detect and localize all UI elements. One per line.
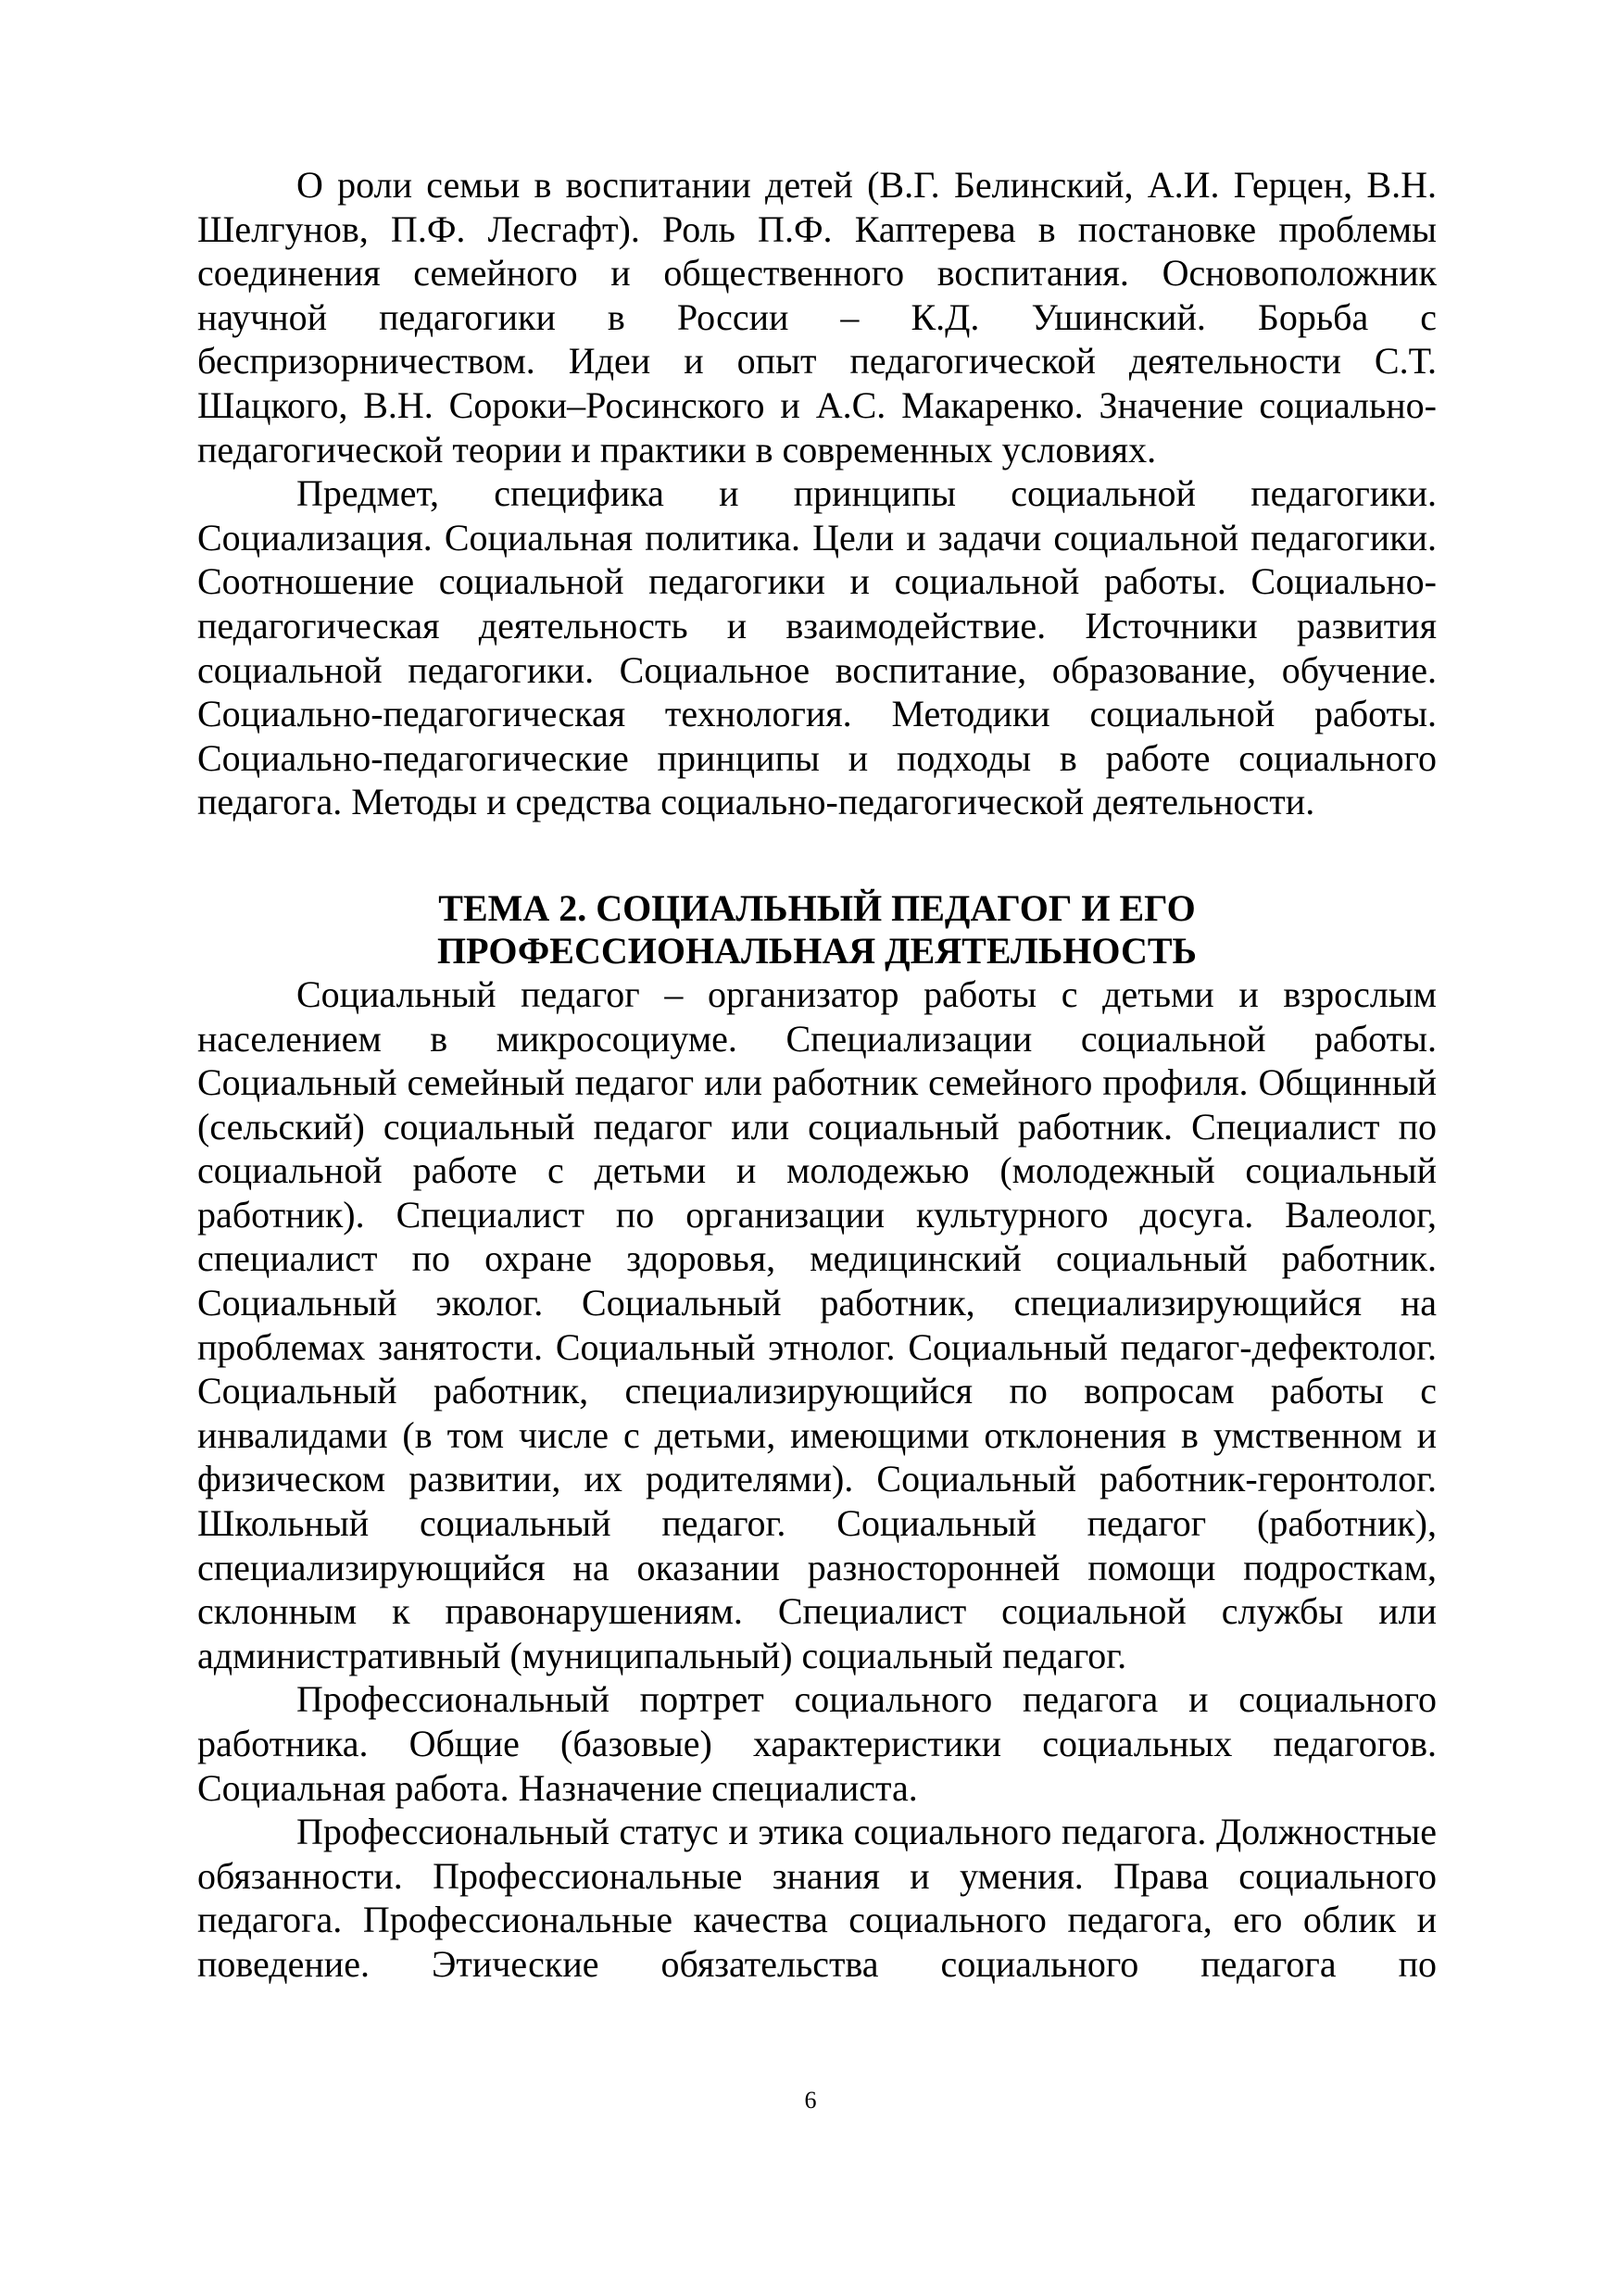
section-heading-line: ТЕМА 2. СОЦИАЛЬНЫЙ ПЕДАГОГ И ЕГО [438, 886, 1196, 929]
document-page [197, 163, 1437, 1987]
body-paragraph: Предмет, специфика и принципы социальной педагогики. Социализация. Социальная политика. Цели и задачи социальной педагогики. Соотношение социальной педагогики и социальной работы. Социально-педагогическая деятельность и взаимодействие. Источники развития социальной педагогики. Социальное воспитание, образование, обучение. Социально-педагогическая технология. Методики социальной работы. Социально-педагогические принципы и подходы в работе социального педагога. Методы и средства социально-педагогической деятельности. [197, 472, 1437, 823]
section-heading [197, 887, 1437, 972]
section-heading-line: ПРОФЕССИОНАЛЬНАЯ ДЕЯТЕЛЬНОСТЬ [437, 929, 1197, 972]
page-number: 6 [804, 2087, 817, 2114]
body-paragraph: Профессиональный статус и этика социального педагога. Должностные обязанности. Профессиональные знания и умения. Права социального педагога. Профессиональные качества социального педагога, его облик и поведение. Этические обязательства социального педагога по [197, 1811, 1437, 1985]
body-paragraph: Социальный педагог – организатор работы с детьми и взрослым населением в микросоциуме. Специализации социальной работы. Социальный семейный педагог или работник семейного профиля. Общинный (сельский) социальный педагог или социальный работник. Специалист по социальной работе с детьми и молодежью (молодежный социальный работник). Специалист по организации культурного досуга. Валеолог, специалист по охране здоровья, медицинский социальный работник. Социальный эколог. Социальный работник, специализирующийся на проблемах занятости. Социальный этнолог. Социальный педагог-дефектолог. Социальный работник, специализирующийся по вопросам работы с инвалидами (в том числе с детьми, имеющими отклонения в умственном и физическом развитии, их родителями). Социальный работник-геронтолог. Школьный социальный педагог. Социальный педагог (работник), специализирующийся на оказании разносторонней помощи подросткам, склонным к правонарушениям. Специалист социальной службы или административный (муниципальный) социальный педагог. [197, 972, 1437, 1676]
body-paragraph: Профессиональный портрет социального педагога и социального работника. Общие (базовые) характеристики социальных педагогов. Социальная работа. Назначение специалиста. [197, 1678, 1437, 1809]
body-paragraph: О роли семьи в воспитании детей (В.Г. Белинский, А.И. Герцен, В.Н. Шелгунов, П.Ф. Лесгафт). Роль П.Ф. Каптерева в постановке проблемы соединения семейного и общественного воспитания. Основоположник научной педагогики в России – К.Д. Ушинский. Борьба с беспризорничеством. Идеи и опыт педагогической деятельности С.Т. Шацкого, В.Н. Сороки–Росинского и А.С. Макаренко. Значение социально-педагогической теории и практики в современных условиях. [197, 164, 1437, 470]
